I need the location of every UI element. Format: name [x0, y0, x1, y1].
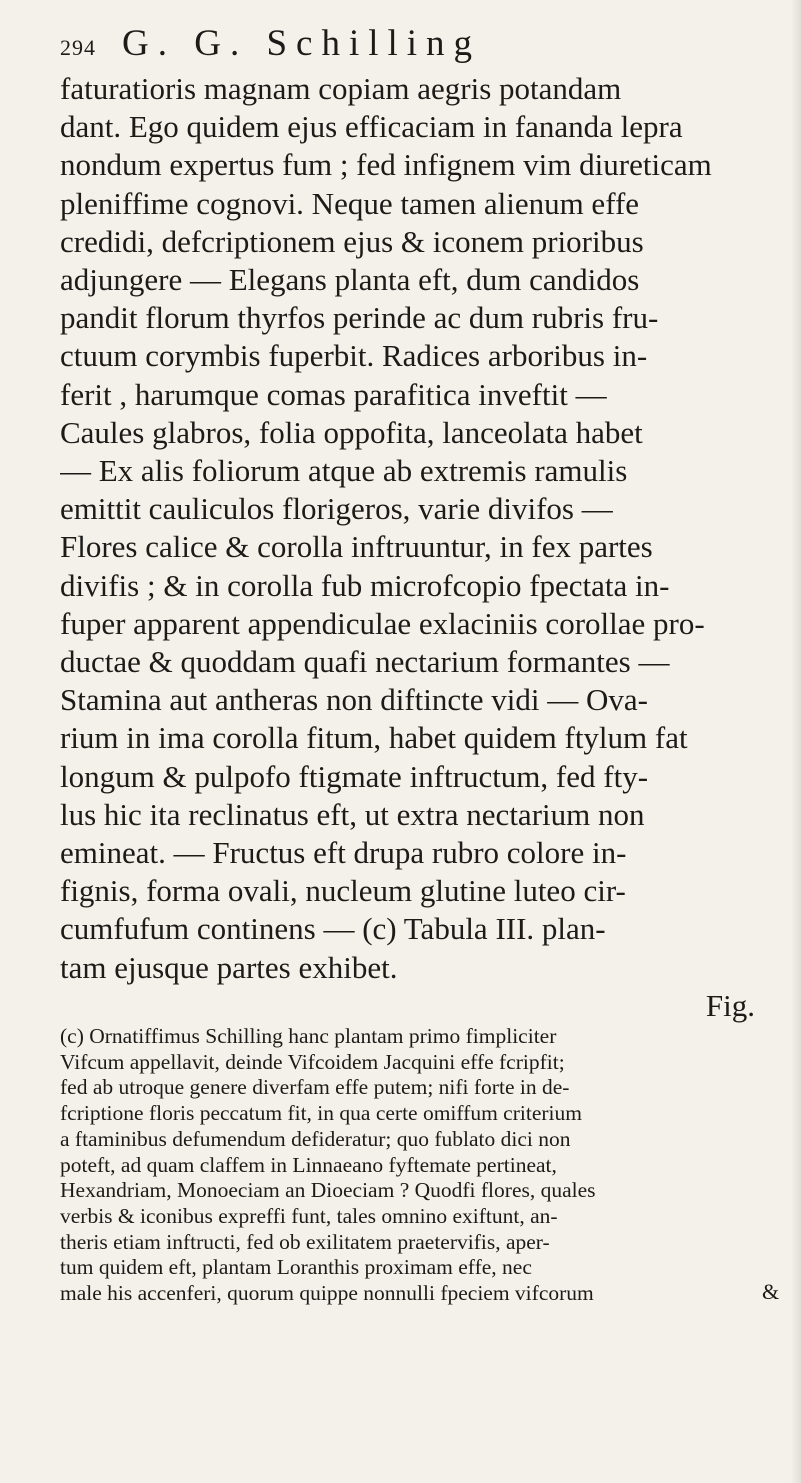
text-line: emittit cauliculos florigeros, varie divifos —	[60, 491, 613, 527]
text-line: ductae & quoddam quafi nectarium formantes —	[60, 644, 670, 680]
text-line: Flores calice & corolla inftruuntur, in fex partes	[60, 529, 653, 565]
footnote	[60, 1024, 780, 1307]
text-line: adjungere — Elegans planta eft, dum candidos	[60, 262, 640, 298]
footnote-line: theris etiam inftructi, fed ob exilitatem praetervifis, aper-	[60, 1229, 550, 1254]
footnote-line: (c) Ornatiffimus Schilling hanc plantam primo fimpliciter	[60, 1024, 557, 1048]
text-line: — Ex alis foliorum atque ab extremis ramulis	[60, 453, 628, 489]
running-head: G. G. Schilling	[122, 23, 482, 64]
text-line: fignis, forma ovali, nucleum glutine luteo cir-	[60, 873, 626, 909]
text-line: nondum expertus fum ; fed infignem vim diureticam	[60, 147, 712, 183]
text-line: fuper apparent appendiculae exlaciniis corollae pro-	[60, 605, 705, 641]
text-line: dant. Ego quidem ejus efficaciam in fananda lepra	[60, 109, 683, 145]
main-text	[60, 70, 775, 1025]
text-line: rium in ima corolla fitum, habet quidem ftylum fat	[60, 720, 688, 756]
footnote-line: Hexandriam, Monoeciam an Dioeciam ? Quodfi flores, quales	[60, 1178, 596, 1203]
footnote-line: a ftaminibus defumendum defideratur; quo fublato dici non	[60, 1126, 571, 1151]
text-line: Stamina aut antheras non diftincte vidi — Ova-	[60, 682, 648, 718]
text-line: Caules glabros, folia oppofita, lanceolata habet	[60, 414, 643, 450]
text-line: cumfufum continens — (c) Tabula III. plan-	[60, 911, 606, 947]
text-line: longum & pulpofo ftigmate inftructum, fed fty-	[60, 758, 649, 794]
footnote-line: Vifcum appellavit, deinde Vifcoidem Jacquini effe fcripfit;	[60, 1049, 565, 1074]
catchword-fig: Fig.	[705, 987, 755, 1023]
text-line: tam ejusque partes exhibet.	[60, 949, 398, 985]
text-line: faturatioris magnam copiam aegris potandam	[60, 71, 622, 106]
page-edge-shadow	[791, 0, 801, 1483]
footnote-line: male his accenferi, quorum quippe nonnulli fpeciem vifcorum	[60, 1281, 594, 1306]
page-catchword: &	[762, 1279, 780, 1304]
footnote-line: fed ab utroque genere diverfam effe putem; nifi forte in de-	[60, 1075, 570, 1100]
text-line: ferit , harumque comas parafitica inveftit —	[60, 376, 607, 412]
page-number: 294	[60, 35, 96, 60]
footnote-line: verbis & iconibus expreffi funt, tales omnino exiftunt, an-	[60, 1203, 558, 1228]
text-line: credidi, defcriptionem ejus & iconem prioribus	[60, 223, 644, 259]
text-line: pandit florum thyrfos perinde ac dum rubris fru-	[60, 300, 659, 336]
text-line: pleniffime cognovi. Neque tamen alienum effe	[60, 185, 640, 221]
text-line: emineat. — Fructus eft drupa rubro colore in-	[60, 835, 627, 871]
text-line: ctuum corymbis fuperbit. Radices arboribus in-	[60, 338, 648, 374]
footnote-line: tum quidem eft, plantam Loranthis proximam effe, nec	[60, 1255, 532, 1280]
footnote-line: poteft, ad quam claffem in Linnaeano fyftemate pertineat,	[60, 1152, 557, 1177]
text-line: lus hic ita reclinatus eft, ut extra nectarium non	[60, 796, 645, 832]
page-header	[60, 22, 780, 65]
footnote-line: fcriptione floris peccatum fit, in qua certe omiffum criterium	[60, 1101, 582, 1126]
text-line: divifis ; & in corolla fub microfcopio fpectata in-	[60, 567, 670, 603]
